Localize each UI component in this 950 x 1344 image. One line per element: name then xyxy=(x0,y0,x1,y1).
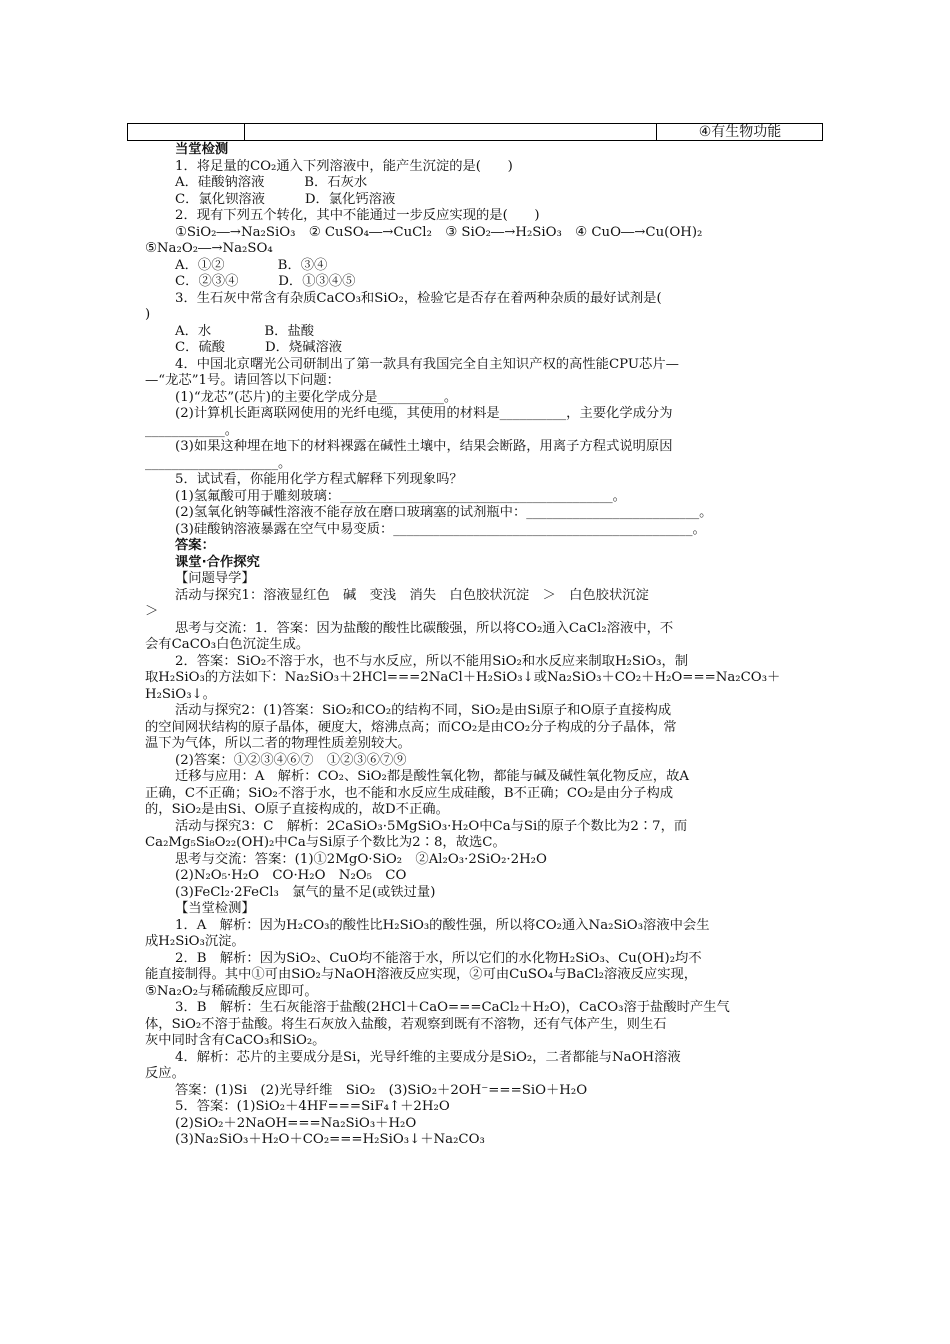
text-line: 活动与探究2：(1)答案：SiO₂和CO₂的结构不同，SiO₂是由Si原子和O原子直接构成 xyxy=(175,703,672,718)
text-line: (2)答案：①②③④⑥⑦ ①②③⑥⑦⑨ xyxy=(175,752,407,768)
text-line: H₂SiO₃↓。 xyxy=(145,686,216,702)
text-line: 5．答案：(1)SiO₂＋4HF===SiF₄↑＋2H₂O xyxy=(175,1099,450,1114)
text-line: 3．B 解析：生石灰能溶于盐酸(2HCl＋CaO===CaCl₂＋H₂O)，CaCO₃溶于盐酸时产生气 xyxy=(175,1000,730,1015)
text-line: 的空间网状结构的原子晶体，硬度大，熔沸点高；而CO₂是由CO₂分子构成的分子晶体，常 xyxy=(145,719,677,735)
text-line: C．氯化钡溶液 D．氯化钙溶液 xyxy=(175,191,396,207)
text-line: ____________________。 xyxy=(145,455,292,471)
text-line: 1．将足量的CO₂通入下列溶液中，能产生沉淀的是( ) xyxy=(175,158,513,174)
text-line: 正确，C不正确；SiO₂不溶于水，也不能和水反应生成硅酸，B不正确；CO₂是由分子构成 xyxy=(145,785,674,801)
text-line: 【问题导学】 xyxy=(175,571,255,586)
text-line: (3)FeCl₂·2FeCl₃ 氯气的量不足(或铁过量) xyxy=(175,884,436,900)
text-line: 1．A 解析：因为H₂CO₃的酸性比H₂SiO₃的酸性强，所以将CO₂通入Na₂SiO₃溶液中会生 xyxy=(175,917,710,933)
text-line: 温下为气体，所以二者的物理性质差别较大。 xyxy=(145,736,411,751)
text-line: 2．B 解析：因为SiO₂、CuO均不能溶于水，所以它们的水化物H₂SiO₃、Cu(OH)₂均不 xyxy=(175,950,702,966)
text-line: 能直接制得。其中①可由SiO₂与NaOH溶液反应实现，②可由CuSO₄与BaCl₂溶液反应实现， xyxy=(145,967,698,982)
text-line: 2．答案：SiO₂不溶于水，也不与水反应，所以不能用SiO₂和水反应来制取H₂SiO₃，制 xyxy=(175,653,689,669)
top-table-row xyxy=(127,123,823,141)
table-cell-1 xyxy=(128,124,245,140)
text-line: 5．试试看，你能用化学方程式解释下列现象吗？ xyxy=(175,472,463,487)
text-line: ) xyxy=(145,307,151,322)
text-line: (1)“龙芯”(芯片)的主要化学成分是__________。 xyxy=(175,389,458,405)
text-line: 思考与交流：1．答案：因为盐酸的酸性比碳酸强，所以将CO₂通入CaCl₂溶液中，不 xyxy=(175,620,674,636)
text-line: ＞ xyxy=(145,604,159,619)
text-line: 当堂检测 xyxy=(175,142,229,157)
text-line: 活动与探究1：溶液显红色 碱 变浅 消失 白色胶状沉淀 ＞ 白色胶状沉淀 xyxy=(175,587,649,603)
text-line: Ca₂Mg₅Si₈O₂₂(OH)₂中Ca与Si原子个数比为2∶8，故选C。 xyxy=(145,835,506,850)
text-line: C．硫酸 D．烧碱溶液 xyxy=(175,340,343,355)
document-body xyxy=(145,142,815,1149)
text-line: A．水 B．盐酸 xyxy=(175,323,315,339)
text-line: (3)Na₂SiO₃＋H₂O＋CO₂===H₂SiO₃↓＋Na₂CO₃ xyxy=(175,1132,485,1147)
text-line: 的，SiO₂是由Si、O原子直接构成的，故D不正确。 xyxy=(145,802,449,817)
text-line: C．②③④ D．①③④⑤ xyxy=(175,274,356,289)
text-line: 4．解析：芯片的主要成分是Si，光导纤维的主要成分是SiO₂，二者都能与NaOH溶液 xyxy=(175,1049,681,1065)
text-line: 课堂·合作探究 xyxy=(175,554,260,570)
text-line: A．硅酸钠溶液 B．石灰水 xyxy=(175,175,368,190)
text-line: 4．中国北京曙光公司研制出了第一款具有我国完全自主知识产权的高性能CPU芯片— xyxy=(175,356,679,372)
text-line: 活动与探究3：C 解析：2CaSiO₃·5MgSiO₃·H₂O中Ca与Si的原子个数比为2∶7，而 xyxy=(175,818,688,834)
text-line: 答案：(1)Si (2)光导纤维 SiO₂ (3)SiO₂＋2OH⁻===SiO＋H₂O xyxy=(175,1082,588,1098)
text-line: ①SiO₂―→Na₂SiO₃ ② CuSO₄―→CuCl₂ ③ SiO₂―→H₂SiO₃ ④ CuO―→Cu(OH)₂ xyxy=(175,224,703,240)
text-line: ____________。 xyxy=(145,422,239,438)
text-line: A．①② B．③④ xyxy=(175,257,328,273)
text-line: ⑤Na₂O₂与稀硫酸反应即可。 xyxy=(145,983,318,999)
text-line: (3)如果这种埋在地下的材料裸露在碱性土壤中，结果会断路，用离子方程式说明原因 xyxy=(175,439,673,454)
text-line: 迁移与应用：A 解析：CO₂、SiO₂都是酸性氧化物，都能与碱及碱性氧化物反应，故A xyxy=(175,769,689,784)
text-line: 思考与交流：答案：(1)①2MgO·SiO₂ ②Al₂O₃·2SiO₂·2H₂O xyxy=(175,851,547,867)
text-line: 会有CaCO₃白色沉淀生成。 xyxy=(145,637,310,652)
text-line: ⑤Na₂O₂―→Na₂SO₄ xyxy=(145,241,273,256)
text-line: —“龙芯”1号。请回答以下问题： xyxy=(145,373,340,388)
text-line: (2)N₂O₅·H₂O CO·H₂O N₂O₅ CO xyxy=(175,868,407,883)
text-line: (2)计算机长距离联网使用的光纤电缆，其使用的材料是__________，主要化学成分为 xyxy=(175,406,673,421)
text-line: 成H₂SiO₃沉淀。 xyxy=(145,934,245,949)
text-line: (2)SiO₂＋2NaOH===Na₂SiO₃＋H₂O xyxy=(175,1115,417,1131)
text-line: 【当堂检测】 xyxy=(175,901,255,916)
table-cell-2 xyxy=(244,124,657,140)
text-line: 3．生石灰中常含有杂质CaCO₃和SiO₂，检验它是否存在着两种杂质的最好试剂是( xyxy=(175,290,662,306)
table-cell-3: ④有生物功能 xyxy=(698,124,782,140)
text-line: 反应。 xyxy=(145,1066,185,1081)
text-line: 2．现有下列五个转化，其中不能通过一步反应实现的是( ) xyxy=(175,208,540,223)
text-line: 答案： xyxy=(175,538,215,553)
text-line: 取H₂SiO₃的方法如下：Na₂SiO₃＋2HCl===2NaCl＋H₂SiO₃↓或Na₂SiO₃＋CO₂＋H₂O===Na₂CO₃＋ xyxy=(145,670,781,685)
text-line: (3)硅酸钠溶液暴露在空气中易变质：_____________________________________________。 xyxy=(175,521,706,537)
text-line: (2)氢氧化钠等碱性溶液不能存放在磨口玻璃塞的试剂瓶中：__________________________。 xyxy=(175,505,713,520)
text-line: (1)氢氟酸可用于雕刻玻璃：_________________________________________。 xyxy=(175,488,626,504)
text-line: 体，SiO₂不溶于盐酸。将生石灰放入盐酸，若观察到既有不溶物，还有气体产生，则生石 xyxy=(145,1016,667,1032)
text-line: 灰中同时含有CaCO₃和SiO₂。 xyxy=(145,1033,326,1048)
